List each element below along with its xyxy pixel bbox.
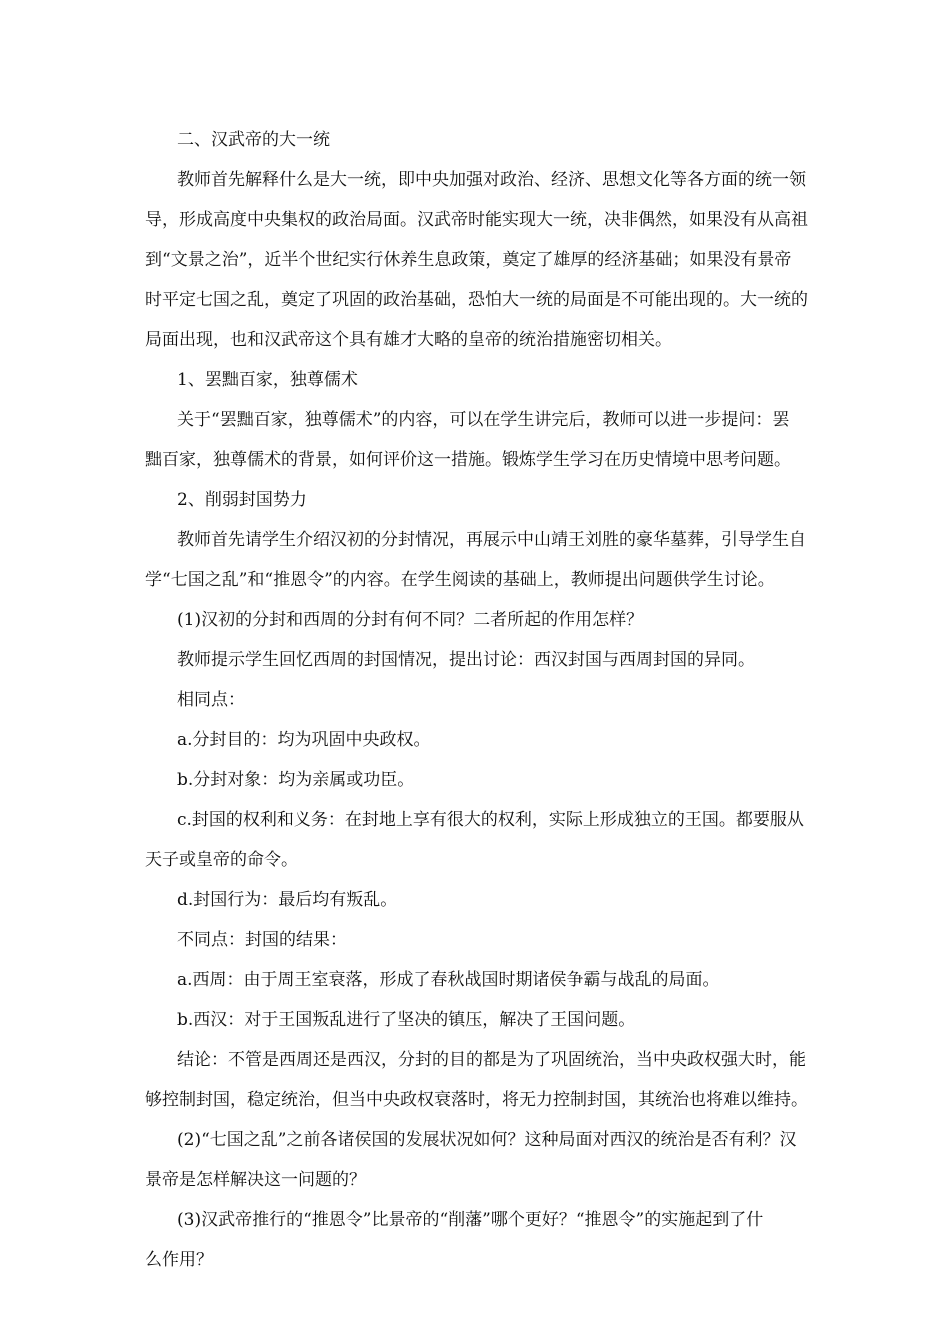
paragraph-line: 结论：不管是西周还是西汉，分封的目的都是为了巩固统治，当中央政权强大时，能	[177, 1050, 806, 1070]
paragraph-line: 教师提示学生回忆西周的封国情况，提出讨论：西汉封国与西周封国的异同。	[177, 650, 755, 670]
paragraph-line: 教师首先解释什么是大一统，即中央加强对政治、经济、思想文化等各方面的统一领	[177, 170, 806, 190]
question-line: 景帝是怎样解决这一问题的？	[145, 1170, 366, 1190]
paragraph-line: 局面出现，也和汉武帝这个具有雄才大略的皇帝的统治措施密切相关。	[145, 330, 672, 350]
question-line: 么作用？	[145, 1250, 213, 1270]
question-line: (2)“七国之乱”之前各诸侯国的发展状况如何？这种局面对西汉的统治是否有利？汉	[177, 1130, 797, 1150]
paragraph-line: 黜百家，独尊儒术的背景，如何评价这一措施。锻炼学生学习在历史情境中思考问题。	[145, 450, 791, 470]
paragraph-line: 到“文景之治”，近半个世纪实行休养生息政策，奠定了雄厚的经济基础；如果没有景帝	[145, 250, 792, 270]
paragraph-line: 学“七国之乱”和“推恩令”的内容。在学生阅读的基础上，教师提出问题供学生讨论。	[145, 570, 775, 590]
section-heading: 二、汉武帝的大一统	[177, 130, 330, 150]
paragraph-line: 时平定七国之乱，奠定了巩固的政治基础，恐怕大一统的局面是不可能出现的。大一统的	[145, 290, 808, 310]
paragraph-line: 不同点：封国的结果：	[177, 930, 347, 950]
list-item: c.封国的权利和义务：在封地上享有很大的权利，实际上形成独立的王国。都要服从	[177, 810, 804, 830]
list-item: b.西汉：对于王国叛乱进行了坚决的镇压，解决了王国问题。	[177, 1010, 636, 1030]
paragraph-line: 关于“罢黜百家，独尊儒术”的内容，可以在学生讲完后，教师可以进一步提问：罢	[177, 410, 790, 430]
question-line: (1)汉初的分封和西周的分封有何不同？二者所起的作用怎样？	[177, 610, 644, 630]
list-item: a.分封目的：均为巩固中央政权。	[177, 730, 431, 750]
paragraph-line: 相同点：	[177, 690, 245, 710]
list-item: a.西周：由于周王室衰落，形成了春秋战国时期诸侯争霸与战乱的局面。	[177, 970, 720, 990]
subsection-heading: 2、削弱封国势力	[177, 490, 307, 510]
list-item: b.分封对象：均为亲属或功臣。	[177, 770, 415, 790]
list-item-continuation: 天子或皇帝的命令。	[145, 850, 298, 870]
list-item: d.封国行为：最后均有叛乱。	[177, 890, 398, 910]
paragraph-line: 够控制封国，稳定统治，但当中央政权衰落时，将无力控制封国，其统治也将难以维持。	[145, 1090, 808, 1110]
question-line: (3)汉武帝推行的“推恩令”比景帝的“削藩”哪个更好？“推恩令”的实施起到了什	[177, 1210, 764, 1230]
subsection-heading: 1、罢黜百家，独尊儒术	[177, 370, 358, 390]
document-body	[145, 120, 813, 1280]
paragraph-line: 导，形成高度中央集权的政治局面。汉武帝时能实现大一统，决非偶然，如果没有从高祖	[145, 210, 808, 230]
paragraph-line: 教师首先请学生介绍汉初的分封情况，再展示中山靖王刘胜的豪华墓葬，引导学生自	[177, 530, 806, 550]
